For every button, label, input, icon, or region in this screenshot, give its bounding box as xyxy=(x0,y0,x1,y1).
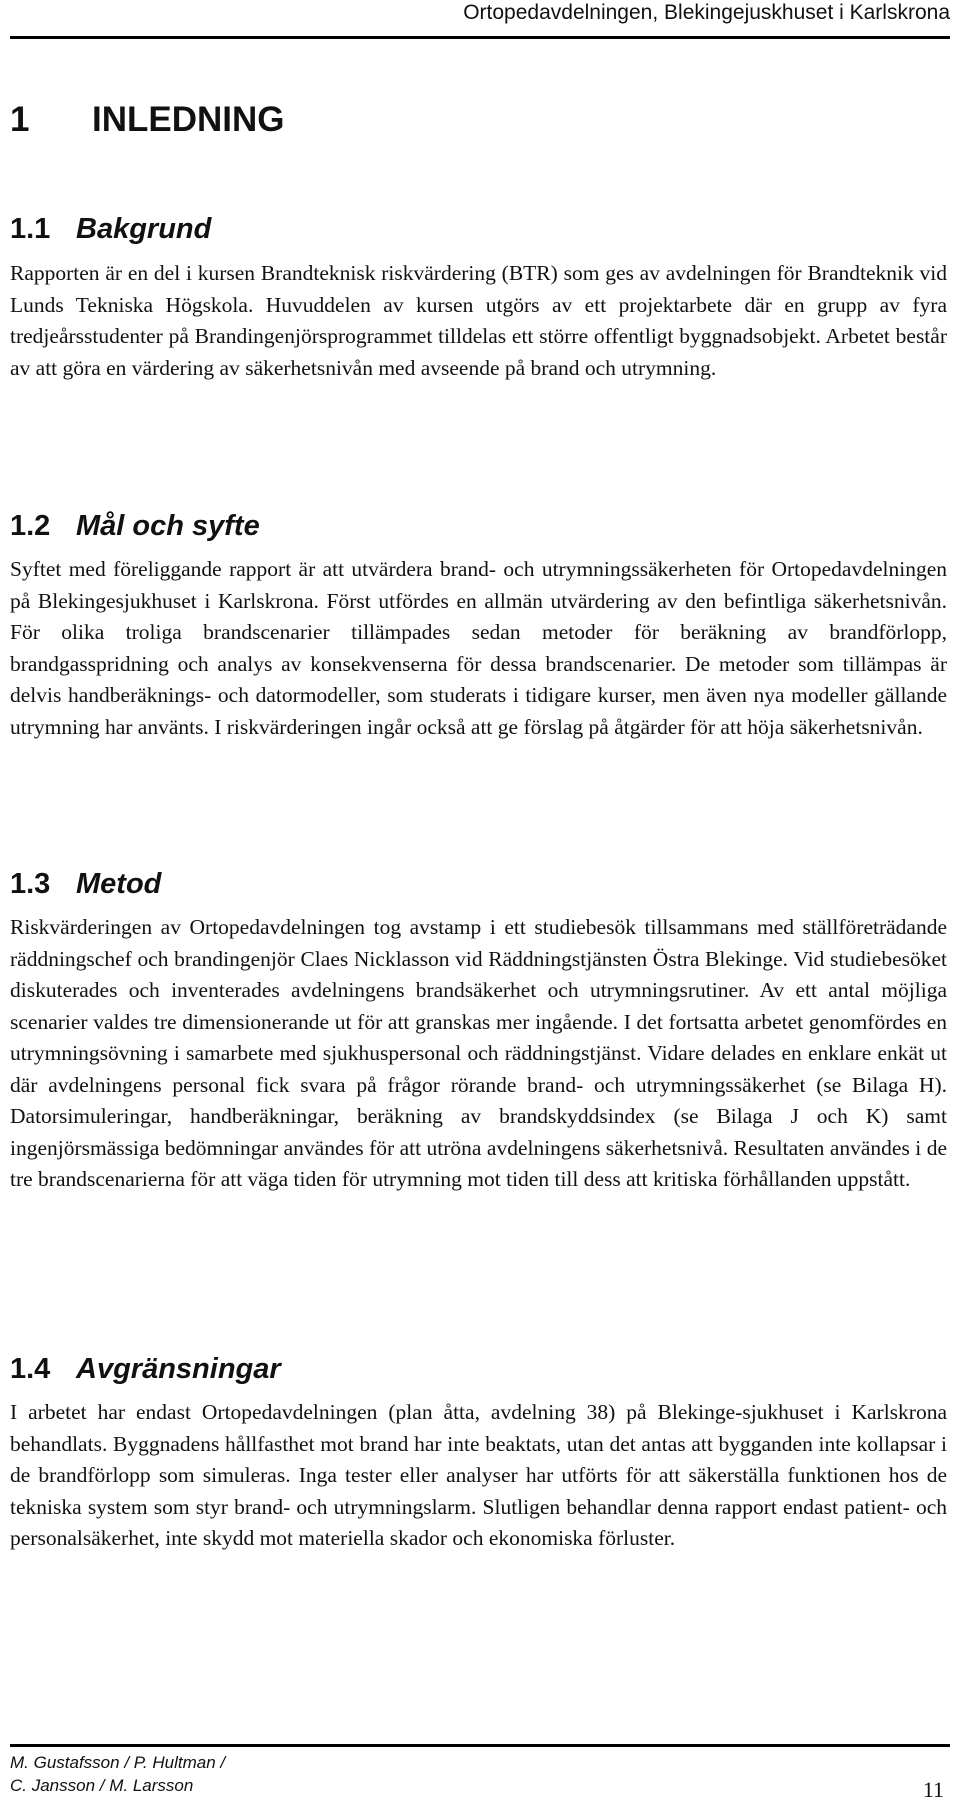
section-heading-bakgrund xyxy=(10,213,211,246)
page-footer xyxy=(10,1744,950,1802)
section-title: Metod xyxy=(76,868,162,900)
paragraph-mal-och-syfte: Syftet med föreliggande rapport är att utvärdera brand- och utrymningssäkerheten för Ortopedavdelningen på Blekingesjukhuset i Karlskrona. Först utfördes en allmän utvärdering av den befintliga säkerhetsnivån. För olika troliga brandscenarier tillämpades sedan metoder för beräkning av brandförlopp, brandgasspridning och analys av konsekvenserna för dessa brandscenarier. De metoder som tillämpas är delvis handberäknings- och datormodeller, som studerats i tidigare kurser, men även nya modeller gällande utrymning har använts. I riskvärderingen ingår också att ge förslag på åtgärder för att höja säkerhetsnivån. xyxy=(10,557,947,739)
section-heading-avgransningar xyxy=(10,1353,281,1386)
section-title: Bakgrund xyxy=(76,213,212,245)
section-heading-metod xyxy=(10,868,161,901)
paragraph-avgransningar: I arbetet har endast Ortopedavdelningen (plan åtta, avdelning 38) på Blekinge-sjukhuset i Karlskrona behandlats. Byggnadens hållfasthet mot brand har inte beaktats, utan det antas att bygganden inte kollapsar i de brandförlopp som simuleras. Inga tester eller analyser har utförts för att säkerställa funktionen hos de tekniska system som styr brand- och utrymningslarm. Slutligen behandlar denna rapport endast patient- och personalsäkerhet, inte skydd mot materiella skador och ekonomiska förluster. xyxy=(10,1400,947,1550)
section-number: 1.4 xyxy=(10,1353,51,1385)
page-number: 11 xyxy=(922,1777,944,1802)
footer-authors-line-2: C. Jansson / M. Larsson xyxy=(10,1776,194,1795)
section-number: 1.1 xyxy=(10,213,51,245)
chapter-number: 1 xyxy=(10,100,30,139)
section-number: 1.2 xyxy=(10,510,51,542)
chapter-title: INLEDNING xyxy=(92,100,285,139)
section-heading-mal-och-syfte xyxy=(10,510,260,543)
chapter-heading xyxy=(10,100,285,140)
paragraph-metod: Riskvärderingen av Ortopedavdelningen tog avstamp i ett studiebesök tillsammans med ställföreträdande räddningschef och brandingenjör Claes Nicklasson vid Räddningstjänsten Östra Blekinge. Vid studiebesöket diskuterades och inventerades avdelningens brandsäkerhet och utrymningsrutiner. Av ett antal möjliga scenarier valdes tre dimensionerande ut för att granskas mer ingående. I det fortsatta arbetet genomfördes en utrymningsövning i samarbete med sjukhuspersonal och räddningstjänst. Vidare delades en enklare enkät ut där avdelningens personal fick svara på frågor rörande brand- och utrymningssäkerhet (se Bilaga H). Datorsimuleringar, handberäkningar, beräkning av brandskyddsindex (se Bilaga J och K) samt ingenjörsmässiga bedömningar användes för att utröna avdelningens säkerhetsnivå. Resultaten användes i de tre brandscenarierna för att väga tiden för utrymning mot tiden till dess att kritiska förhållanden uppstått. xyxy=(10,915,947,1191)
section-number: 1.3 xyxy=(10,868,51,900)
running-header: Ortopedavdelningen, Blekingejuskhuset i Karlskrona xyxy=(10,0,950,39)
section-title: Mål och syfte xyxy=(76,510,260,542)
section-title: Avgränsningar xyxy=(76,1353,281,1385)
footer-authors-line-1: M. Gustafsson / P. Hultman / xyxy=(10,1753,226,1772)
paragraph-bakgrund: Rapporten är en del i kursen Brandteknisk riskvärdering (BTR) som ges av avdelningen för Brandteknik vid Lunds Tekniska Högskola. Huvuddelen av kursen utgörs av ett projektarbete där en grupp av fyra tredjeårsstudenter på Brandingenjörsprogrammet tilldelas ett större offentligt byggnadsobjekt. Arbetet består av att göra en värdering av säkerhetsnivån med avseende på brand och utrymning. xyxy=(10,261,947,380)
